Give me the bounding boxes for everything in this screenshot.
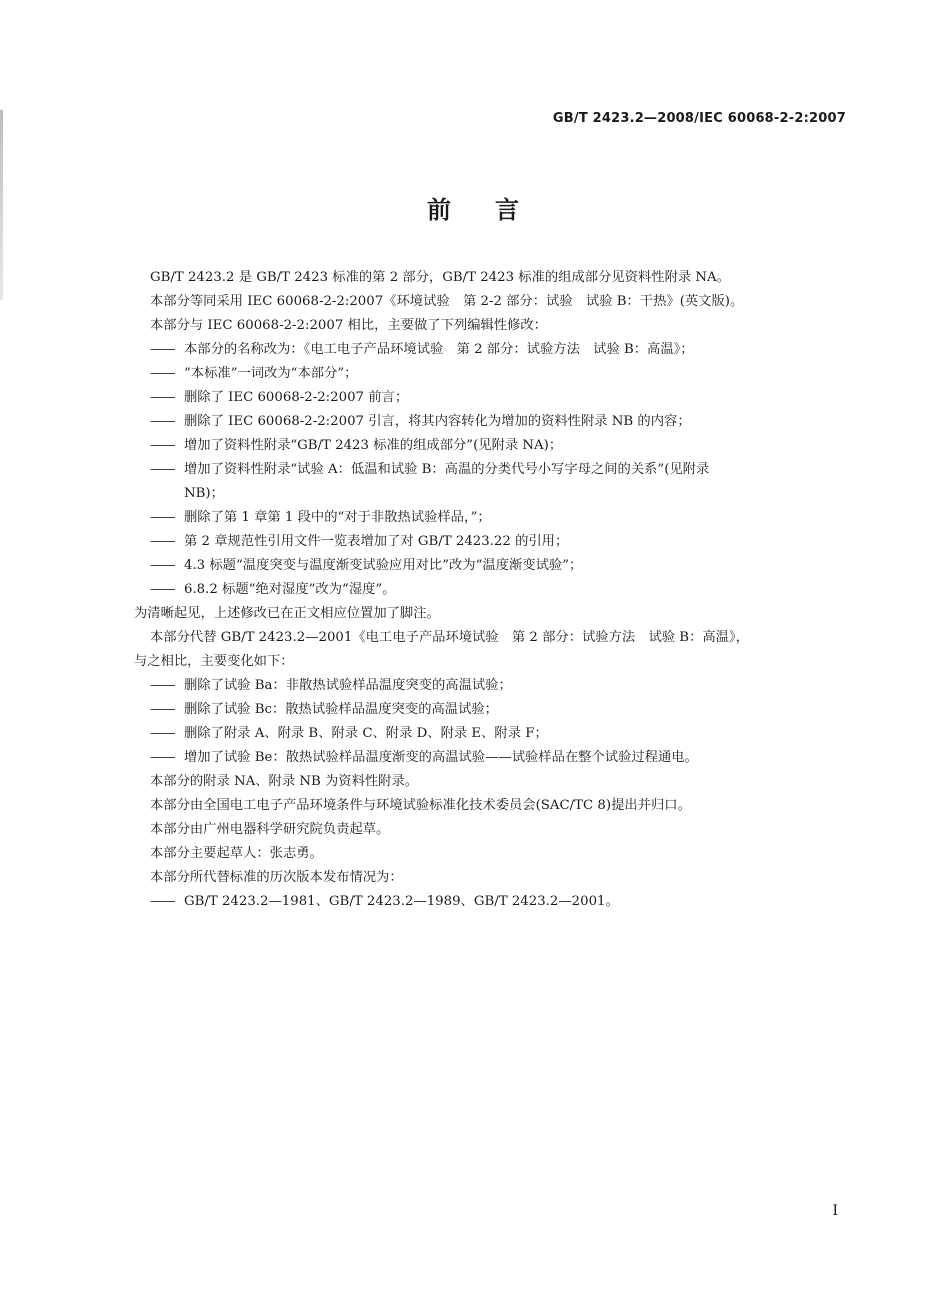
- edit-list-item-text: 6.8.2 标题“绝对湿度”改为“湿度”。: [184, 582, 396, 597]
- edit-list-item: [150, 410, 850, 434]
- page-title: 前言: [427, 196, 563, 224]
- change-list-item: [150, 674, 850, 698]
- edit-list-item: [150, 458, 850, 482]
- closing-paragraph: 本部分由全国电工电子产品环境条件与环境试验标准化技术委员会(SAC/TC 8)提出并归口。: [150, 798, 691, 813]
- edit-list-item-text: 4.3 标题“温度突变与温度渐变试验应用对比”改为“温度渐变试验”；: [184, 558, 583, 573]
- dash-marker: ——: [150, 750, 175, 765]
- edit-list-item: [150, 338, 850, 362]
- dash-marker: ——: [150, 366, 175, 381]
- dash-marker: ——: [150, 726, 175, 741]
- replacement-statement: 本部分代替 GB/T 2423.2—2001《电工电子产品环境试验 第 2 部分：试验方法 试验 B：高温》，: [150, 630, 749, 645]
- edit-list-item: [150, 386, 850, 410]
- paragraph: 本部分等同采用 IEC 60068-2-2:2007《环境试验 第 2-2 部分：试验 试验 B：干热》(英文版)。: [150, 294, 744, 309]
- dash-marker: ——: [150, 558, 175, 573]
- edit-list-item-text: 删除了 IEC 60068-2-2:2007 引言，将其内容转化为增加的资料性附录 NB 的内容；: [184, 414, 691, 429]
- page-number: I: [832, 1203, 838, 1219]
- paragraph: GB/T 2423.2 是 GB/T 2423 标准的第 2 部分，GB/T 2423 标准的组成部分见资料性附录 NA。: [150, 270, 730, 285]
- history-list-item-text: GB/T 2423.2—1981、GB/T 2423.2—1989、GB/T 2423.2—2001。: [184, 894, 619, 909]
- edit-list-item: [150, 362, 850, 386]
- dash-marker: ——: [150, 678, 175, 693]
- edit-list-item-text: 增加了资料性附录“试验 A：低温和试验 B：高温的分类代号小写字母之间的关系”(见附录: [184, 462, 710, 477]
- paragraph: 本部分与 IEC 60068-2-2:2007 相比，主要做了下列编辑性修改：: [150, 318, 547, 333]
- dash-marker: ——: [150, 342, 175, 357]
- standard-code-header: GB/T 2423.2—2008/IEC 60068-2-2:2007: [552, 111, 846, 126]
- dash-marker: ——: [150, 702, 175, 717]
- closing-paragraph: 本部分由广州电器科学研究院负责起草。: [150, 822, 390, 837]
- edit-list-item-text: 删除了 IEC 60068-2-2:2007 前言；: [184, 390, 409, 405]
- replacement-statement-continuation: 与之相比，主要变化如下：: [134, 654, 294, 669]
- edit-list-item-text: 增加了资料性附录“GB/T 2423 标准的组成部分”(见附录 NA)；: [184, 438, 563, 453]
- edit-list-item: [150, 434, 850, 458]
- edit-list-item-text: 删除了第 1 章第 1 段中的“对于非散热试验样品，”；: [184, 510, 491, 525]
- dash-marker: ——: [150, 510, 175, 525]
- change-list-item-text: 删除了附录 A、附录 B、附录 C、附录 D、附录 E、附录 F；: [184, 726, 548, 741]
- edit-list-item-text: “本标准”一词改为“本部分”；: [184, 366, 358, 381]
- dash-marker: ——: [150, 582, 175, 597]
- dash-marker: ——: [150, 414, 175, 429]
- closing-paragraph: 本部分主要起草人：张志勇。: [150, 846, 323, 861]
- dash-marker: ——: [150, 462, 175, 477]
- change-list-item: [150, 722, 850, 746]
- dash-marker: ——: [150, 390, 175, 405]
- closing-paragraph: 本部分的附录 NA、附录 NB 为资料性附录。: [150, 774, 419, 789]
- change-list-item: [150, 698, 850, 722]
- edit-list-item-text: 本部分的名称改为：《电工电子产品环境试验 第 2 部分：试验方法 试验 B：高温》；: [184, 342, 694, 357]
- edit-list-item: [150, 554, 850, 578]
- dash-marker: ——: [150, 534, 175, 549]
- dash-marker: ——: [150, 894, 175, 909]
- dash-marker: ——: [150, 438, 175, 453]
- history-list-item: [150, 890, 850, 914]
- change-list-item: [150, 746, 850, 770]
- edit-list-item-continuation: NB)；: [184, 486, 224, 501]
- change-list-item-text: 删除了试验 Bc：散热试验样品温度突变的高温试验；: [184, 702, 498, 717]
- closing-paragraph: 本部分所代替标准的历次版本发布情况为：: [150, 870, 403, 885]
- edit-list-item: [150, 578, 850, 602]
- edit-list-item: [150, 530, 850, 554]
- edit-list-item: [150, 506, 850, 530]
- change-list-item-text: 删除了试验 Ba：非散热试验样品温度突变的高温试验；: [184, 678, 512, 693]
- footnote-note: 为清晰起见，上述修改已在正文相应位置加了脚注。: [134, 606, 440, 621]
- change-list-item-text: 增加了试验 Be：散热试验样品温度渐变的高温试验——试验样品在整个试验过程通电。: [184, 750, 698, 765]
- edit-list-item-text: 第 2 章规范性引用文件一览表增加了对 GB/T 2423.22 的引用；: [184, 534, 569, 549]
- foreword-body: [134, 266, 850, 914]
